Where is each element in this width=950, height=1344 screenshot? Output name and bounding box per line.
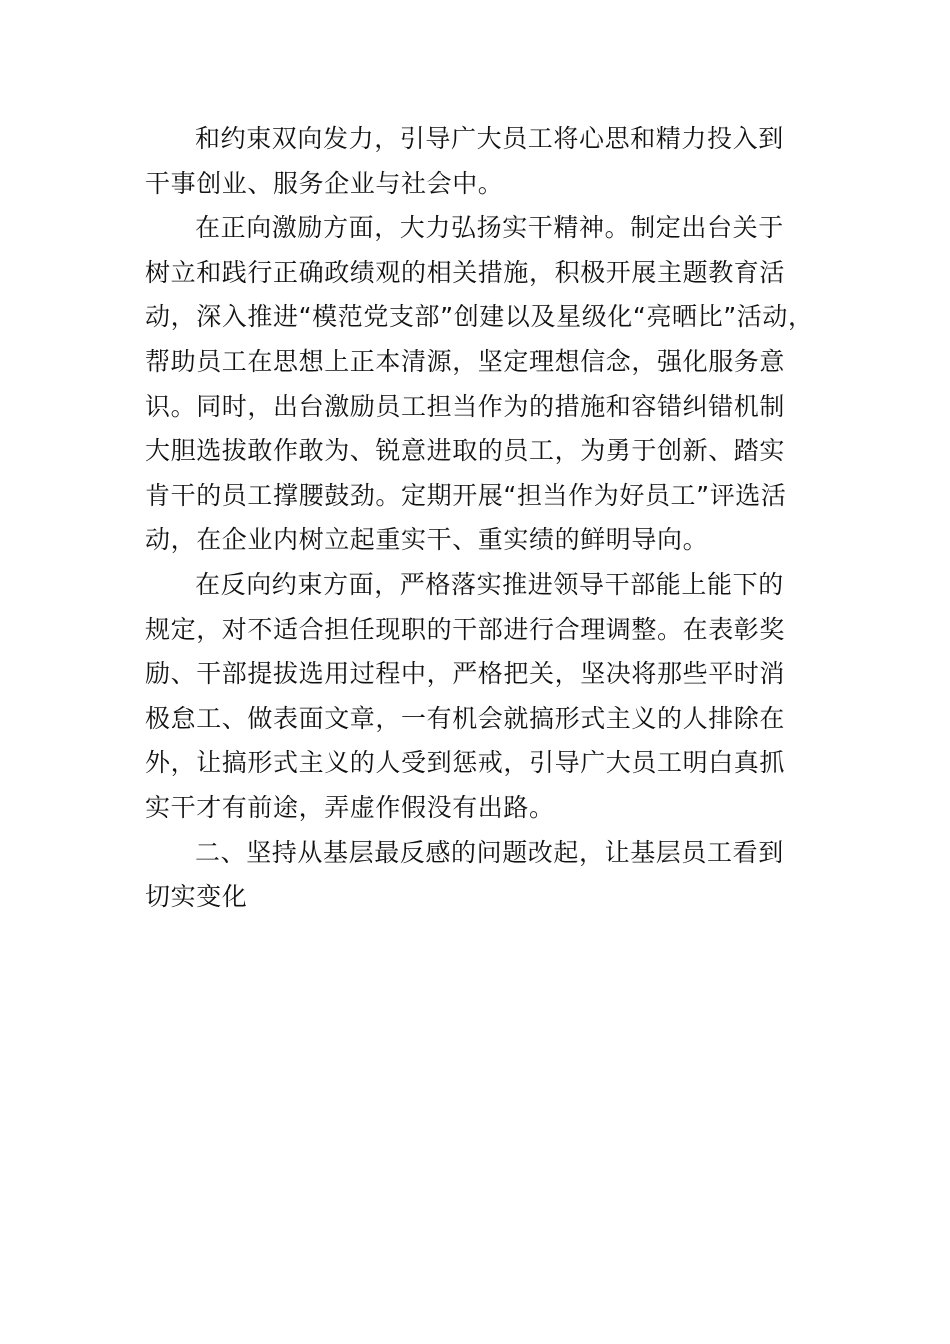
text-line: 二、坚持从基层最反感的问题改起，让基层员工看到 — [195, 837, 784, 867]
text-line: 肯干的员工撑腰鼓劲。定期开展“担当作为好员工”评选活 — [145, 480, 787, 510]
text-line: 大胆选拔敢作敢为、锐意进取的员工，为勇于创新、踏实 — [145, 436, 786, 466]
text-line: 外，让搞形式主义的人受到惩戒，引导广大员工明白真抓 — [145, 748, 786, 778]
text-line: 实干才有前途，弄虚作假没有出路。 — [145, 792, 555, 822]
text-line: 动，深入推进“模范党支部”创建以及星级化“亮晒比”活动， — [145, 302, 814, 332]
text-line: 极怠工、做表面文章，一有机会就搞形式主义的人排除在 — [145, 703, 786, 733]
text-line: 在正向激励方面，大力弘扬实干精神。制定出台关于 — [195, 213, 784, 243]
text-line: 切实变化 — [145, 882, 248, 912]
text-line: 树立和践行正确政绩观的相关措施，积极开展主题教育活 — [145, 257, 786, 287]
text-line: 动，在企业内树立起重实干、重实绩的鲜明导向。 — [145, 525, 709, 555]
text-line: 识。同时，出台激励员工担当作为的措施和容错纠错机制 — [145, 391, 786, 421]
body-text — [145, 117, 835, 920]
text-line: 干事创业、服务企业与社会中。 — [145, 168, 504, 198]
paragraph — [145, 206, 835, 563]
paragraph — [145, 117, 835, 206]
text-line: 规定，对不适合担任现职的干部进行合理调整。在表彰奖 — [145, 614, 786, 644]
text-line: 在反向约束方面，严格落实推进领导干部能上能下的 — [195, 569, 784, 599]
text-line: 励、干部提拔选用过程中，严格把关，坚决将那些平时消 — [145, 659, 786, 689]
text-line: 和约束双向发力，引导广大员工将心思和精力投入到 — [195, 124, 784, 153]
section-heading — [145, 831, 835, 920]
paragraph — [145, 563, 835, 831]
text-line: 帮助员工在思想上正本清源，坚定理想信念，强化服务意 — [145, 346, 786, 376]
